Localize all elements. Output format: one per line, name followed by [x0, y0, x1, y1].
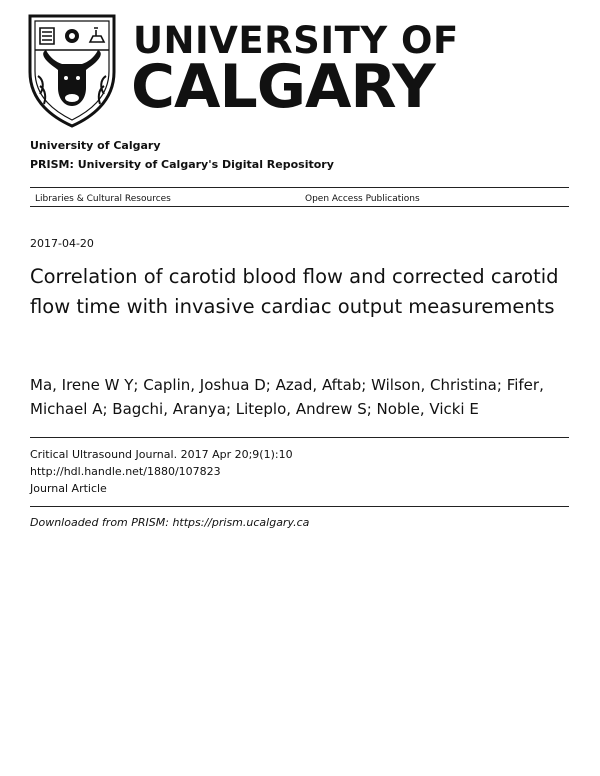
record-date: 2017-04-20: [30, 237, 94, 250]
citation: Critical Ultrasound Journal. 2017 Apr 20;9(1):10: [30, 448, 293, 461]
handle-link[interactable]: http://hdl.handle.net/1880/107823: [30, 465, 221, 478]
collection-open-access: Open Access Publications: [305, 194, 420, 204]
institution-name: University of Calgary: [30, 139, 161, 152]
divider: [30, 187, 569, 188]
wordmark-line-1: UNIVERSITY OF: [133, 19, 459, 62]
record-authors: Ma, Irene W Y; Caplin, Joshua D; Azad, Aftab; Wilson, Christina; Fifer, Michael A; Bagchi, Aranya; Liteplo, Andrew S; Noble, Vicki E: [30, 376, 544, 418]
university-crest-icon: [28, 14, 116, 128]
record-title: Correlation of carotid blood flow and corrected carotid flow time with invasive cardiac output measurements: [30, 265, 559, 318]
record-type: Journal Article: [30, 482, 107, 495]
divider: [30, 206, 569, 207]
download-note: Downloaded from PRISM: https://prism.ucalgary.ca: [30, 516, 310, 529]
divider: [30, 437, 569, 438]
repository-name: PRISM: University of Calgary's Digital Repository: [30, 158, 334, 171]
divider: [30, 506, 569, 507]
collection-libraries: Libraries & Cultural Resources: [35, 194, 171, 204]
wordmark-line-2: CALGARY: [131, 52, 435, 122]
